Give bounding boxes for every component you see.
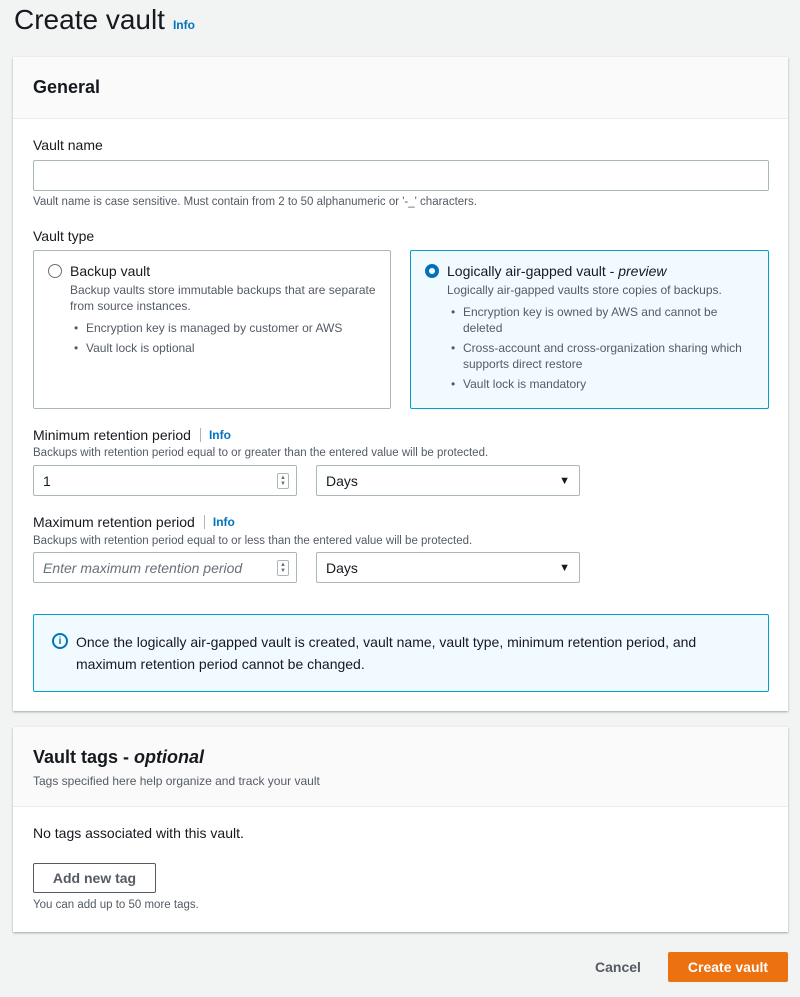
vault-name-input[interactable] <box>33 160 769 191</box>
max-retention-input[interactable] <box>33 552 297 583</box>
page-info-link[interactable]: Info <box>172 18 195 32</box>
general-panel-title: General <box>33 77 101 97</box>
min-retention-unit-select[interactable] <box>316 465 580 496</box>
caret-down-icon: ▼ <box>559 561 570 574</box>
vault-type-tile-air-gapped[interactable] <box>410 250 769 409</box>
chevron-down-icon[interactable]: ▼ <box>280 567 286 574</box>
min-retention-field <box>33 465 297 496</box>
info-icon: i <box>52 633 68 649</box>
vault-tags-panel <box>13 727 788 932</box>
preview-label: preview <box>618 263 667 279</box>
max-retention-help: Backups with retention period equal to or less than the entered value will be protected. <box>33 535 473 547</box>
no-tags-message: No tags associated with this vault. <box>33 825 244 841</box>
min-retention-label-row <box>33 427 231 443</box>
air-gapped-vault-radio[interactable] <box>425 264 439 278</box>
vault-tags-panel-header <box>13 727 788 807</box>
general-panel <box>13 57 788 711</box>
cancel-button[interactable]: Cancel <box>584 952 652 982</box>
create-vault-button[interactable]: Create vault <box>668 952 788 982</box>
vault-tags-description: Tags specified here help organize and track your vault <box>33 774 320 788</box>
max-retention-unit-select[interactable] <box>316 552 580 583</box>
caret-down-icon: ▼ <box>559 474 570 487</box>
vault-type-label: Vault type <box>33 228 95 244</box>
optional-label: optional <box>134 747 205 767</box>
air-gapped-vault-title: Logically air-gapped vault - preview <box>447 263 667 279</box>
page-header <box>14 4 195 36</box>
list-item: • Encryption key is managed by customer or AWS <box>86 320 376 336</box>
list-item: • Cross-account and cross-organization sharing which supports direct restore <box>463 340 754 372</box>
general-panel-header <box>13 57 788 119</box>
max-retention-label: Maximum retention period <box>33 514 195 530</box>
vault-type-tile-backup[interactable] <box>33 250 391 409</box>
list-item: • Vault lock is mandatory <box>463 376 754 392</box>
max-retention-label-row <box>33 514 235 530</box>
max-retention-field <box>33 552 297 583</box>
list-item: • Encryption key is owned by AWS and cannot be deleted <box>463 304 754 336</box>
vault-tags-title: Vault tags - optional <box>33 747 205 767</box>
list-item: • Vault lock is optional <box>86 340 376 356</box>
min-retention-help: Backups with retention period equal to or greater than the entered value will be protected. <box>33 447 489 459</box>
backup-vault-title: Backup vault <box>70 263 151 279</box>
backup-vault-radio[interactable] <box>48 264 62 278</box>
divider <box>200 428 201 442</box>
min-retention-stepper[interactable] <box>277 473 289 489</box>
tags-limit-help: You can add up to 50 more tags. <box>33 899 199 911</box>
min-retention-unit-value: Days <box>326 472 358 489</box>
chevron-down-icon[interactable]: ▼ <box>280 480 286 487</box>
chevron-up-icon[interactable]: ▲ <box>280 474 286 481</box>
min-retention-info-link[interactable]: Info <box>208 428 231 442</box>
info-alert-text: Once the logically air-gapped vault is created, vault name, vault type, minimum retention period, and maximum retention period cannot be changed. <box>76 634 697 672</box>
min-retention-label: Minimum retention period <box>33 427 191 443</box>
divider <box>204 515 205 529</box>
backup-vault-bullets <box>86 320 376 356</box>
chevron-up-icon[interactable]: ▲ <box>280 561 286 568</box>
min-retention-input[interactable] <box>33 465 297 496</box>
vault-name-label: Vault name <box>33 137 103 153</box>
info-alert <box>33 614 769 692</box>
air-gapped-vault-description: Logically air-gapped vaults store copies of backups. <box>447 283 722 297</box>
max-retention-info-link[interactable]: Info <box>212 515 235 529</box>
max-retention-unit-value: Days <box>326 559 358 576</box>
page-title: Create vault <box>14 4 165 35</box>
add-new-tag-button[interactable]: Add new tag <box>33 863 156 893</box>
backup-vault-description: Backup vaults store immutable backups that are separate from source instances. <box>70 283 376 313</box>
air-gapped-vault-bullets <box>463 304 754 392</box>
vault-name-help: Vault name is case sensitive. Must contain from 2 to 50 alphanumeric or '-_' characters. <box>33 196 477 208</box>
max-retention-stepper[interactable] <box>277 560 289 576</box>
